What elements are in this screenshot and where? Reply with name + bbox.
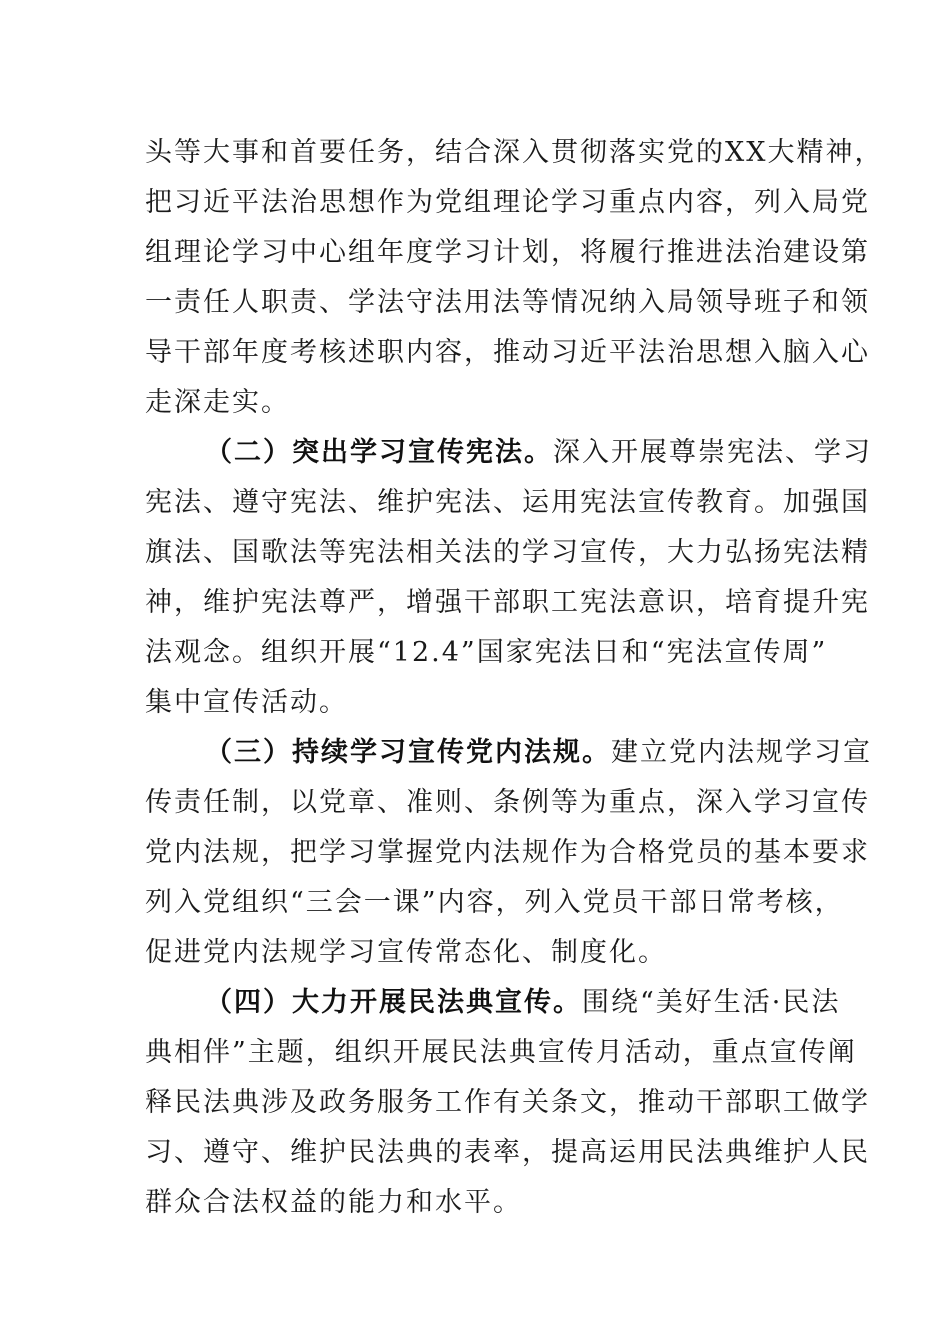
document-body <box>145 128 884 1228</box>
section-heading: （二）突出学习宣传宪法。 <box>205 437 553 468</box>
text-line: 群众合法权益的能力和水平。 <box>145 1187 522 1218</box>
text-line-first <box>145 728 872 778</box>
section-heading: （三）持续学习宣传党内法规。 <box>205 737 611 768</box>
text-line: 组理论学习中心组年度学习计划，将履行推进法治建设第 <box>145 237 870 268</box>
text-line: 走深走实。 <box>145 387 290 418</box>
text-line: 宪法、遵守宪法、维护宪法、运用宪法宣传教育。加强国 <box>145 487 870 518</box>
text-line: 神，维护宪法尊严，增强干部职工宪法意识，培育提升宪 <box>145 587 870 618</box>
text-line: 集中宣传活动。 <box>145 687 348 718</box>
heading-rest: 建立党内法规学习宣 <box>611 737 872 768</box>
text-line: 列入党组织“三会一课”内容，列入党员干部日常考核， <box>145 887 844 918</box>
paragraph-continuation <box>145 128 884 428</box>
text-line: 习、遵守、维护民法典的表率，提高运用民法典维护人民 <box>145 1137 870 1168</box>
text-line: 把习近平法治思想作为党组理论学习重点内容，列入局党 <box>145 187 870 218</box>
section-heading: （四）大力开展民法典宣传。 <box>205 987 582 1018</box>
text-line: 党内法规，把学习掌握党内法规作为合格党员的基本要求 <box>145 837 870 868</box>
heading-rest: 围绕“美好生活·民法 <box>582 987 841 1018</box>
paragraph-civil-code <box>145 978 870 1228</box>
text-line: 法观念。组织开展“12.4”国家宪法日和“宪法宣传周” <box>145 637 828 668</box>
heading-rest: 深入开展尊崇宪法、学习 <box>553 437 872 468</box>
text-line: 传责任制，以党章、准则、条例等为重点，深入学习宣传 <box>145 787 870 818</box>
paragraph-party-regulations <box>145 728 872 978</box>
text-line: 旗法、国歌法等宪法相关法的学习宣传，大力弘扬宪法精 <box>145 537 870 568</box>
text-line: 释民法典涉及政务服务工作有关条文，推动干部职工做学 <box>145 1087 870 1118</box>
text-line: 导干部年度考核述职内容，推动习近平法治思想入脑入心 <box>145 337 870 368</box>
text-line: 促进党内法规学习宣传常态化、制度化。 <box>145 937 667 968</box>
paragraph-constitution <box>145 428 872 728</box>
text-line-first <box>145 978 841 1028</box>
text-line: 典相伴”主题，组织开展民法典宣传月活动，重点宣传阐 <box>145 1037 857 1068</box>
text-line: 一责任人职责、学法守法用法等情况纳入局领导班子和领 <box>145 287 870 318</box>
text-line-first <box>145 428 872 478</box>
text-line: 头等大事和首要任务，结合深入贯彻落实党的XX大精神， <box>145 137 884 168</box>
